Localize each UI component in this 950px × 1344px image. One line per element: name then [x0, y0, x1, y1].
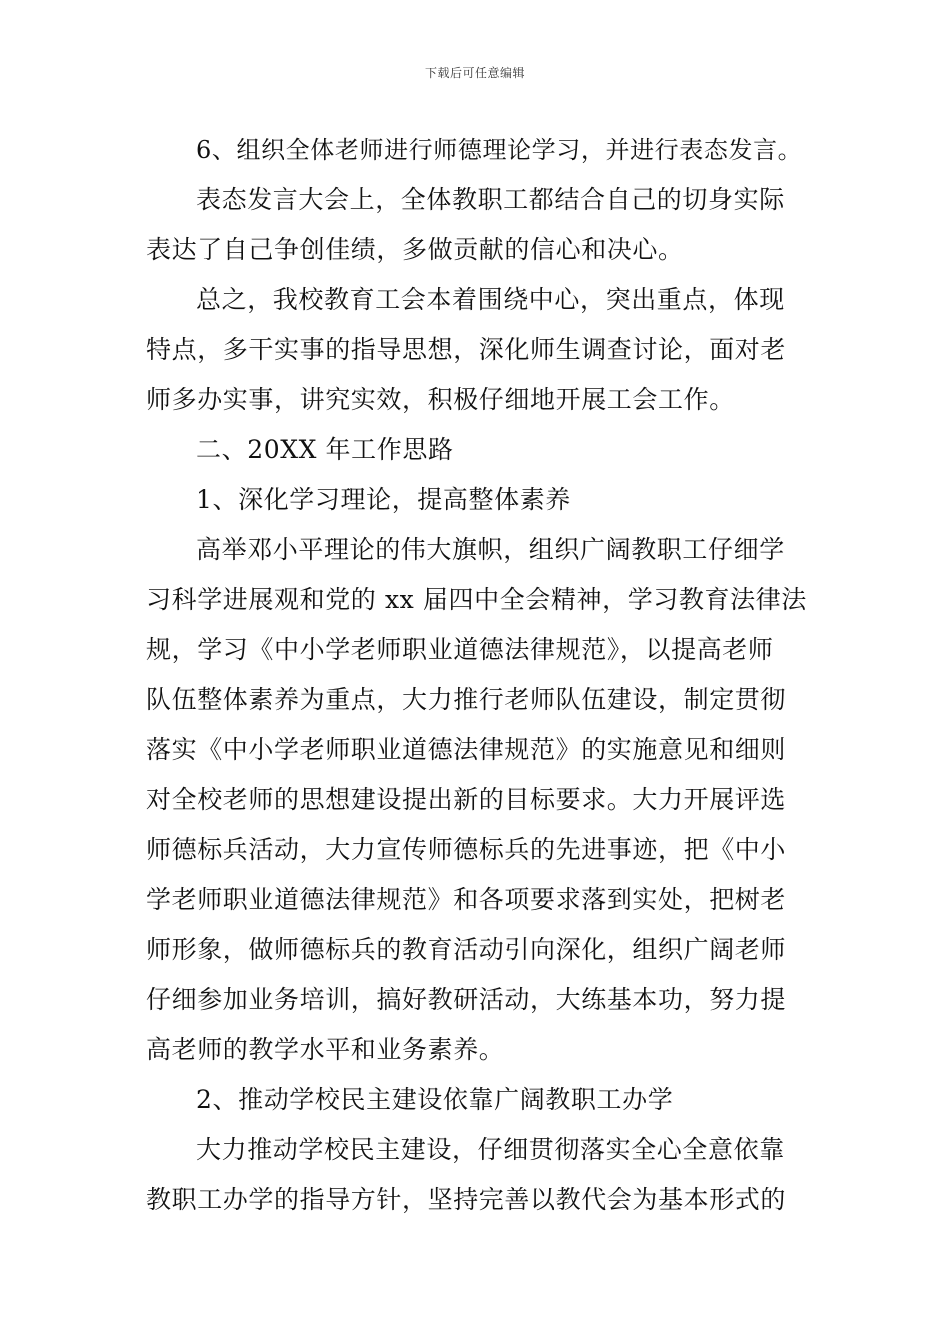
- paragraph-line: 规，学习《中小学老师职业道德法律规范》，以提高老师: [146, 635, 774, 664]
- paragraph-line: 高举邓小平理论的伟大旗帜，组织广阔教职工仔细学: [196, 535, 785, 564]
- paragraph-line: 习科学进展观和党的 xx 届四中全会精神，学习教育法律法: [146, 585, 807, 614]
- subsection-heading: 2、推动学校民主建设依靠广阔教职工办学: [196, 1085, 674, 1114]
- paragraph-line: 表态发言大会上，全体教职工都结合自己的切身实际: [196, 185, 785, 214]
- subsection-heading: 1、深化学习理论，提高整体素养: [196, 485, 571, 514]
- paragraph-line: 仔细参加业务培训，搞好教研活动，大练基本功，努力提: [146, 985, 787, 1014]
- paragraph-line: 学老师职业道德法律规范》和各项要求落到实处，把树老: [146, 885, 787, 914]
- paragraph-line: 特点，多干实事的指导思想，深化师生调查讨论，面对老: [146, 335, 787, 364]
- paragraph-line: 大力推动学校民主建设，仔细贯彻落实全心全意依靠: [196, 1135, 785, 1164]
- paragraph-line: 表达了自己争创佳绩，多做贡献的信心和决心。: [146, 235, 684, 264]
- paragraph-line: 队伍整体素养为重点，大力推行老师队伍建设，制定贯彻: [146, 685, 787, 714]
- page-header: 下载后可任意编辑: [424, 66, 525, 80]
- paragraph-line: 师德标兵活动，大力宣传师德标兵的先进事迹，把《中小: [146, 835, 787, 864]
- paragraph-line: 对全校老师的思想建设提出新的目标要求。大力开展评选: [146, 785, 787, 814]
- paragraph-line: 落实《中小学老师职业道德法律规范》的实施意见和细则: [146, 735, 787, 764]
- paragraph-line: 教职工办学的指导方针，坚持完善以教代会为基本形式的: [146, 1185, 787, 1214]
- paragraph-line: 师形象，做师德标兵的教育活动引向深化，组织广阔老师: [146, 935, 787, 964]
- paragraph-line: 6、组织全体老师进行师德理论学习，并进行表态发言。: [196, 136, 803, 164]
- paragraph-line: 总之，我校教育工会本着围绕中心，突出重点，体现: [196, 285, 785, 314]
- paragraph-line: 高老师的教学水平和业务素养。: [146, 1035, 505, 1064]
- section-heading: 二、20XX 年工作思路: [196, 435, 454, 464]
- paragraph-line: 师多办实事，讲究实效，积极仔细地开展工会工作。: [146, 385, 735, 414]
